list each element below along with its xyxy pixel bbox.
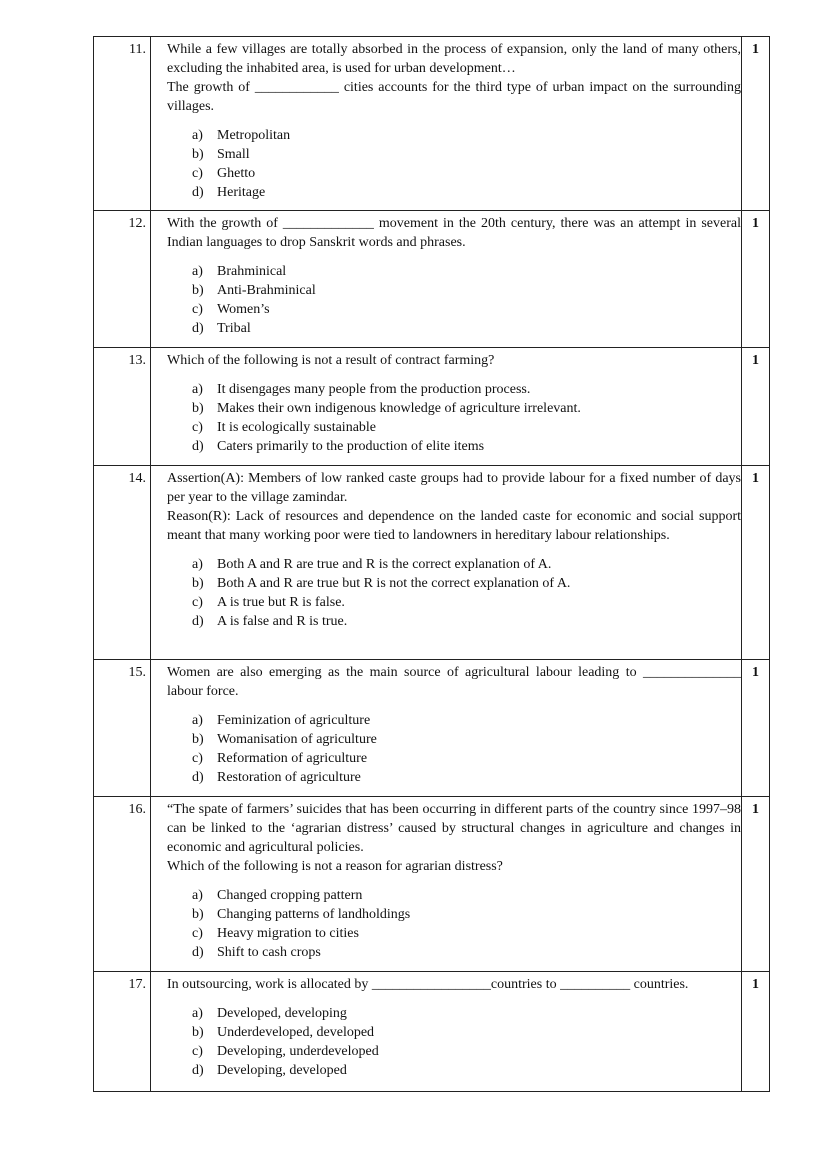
- option-item: [192, 319, 741, 338]
- question-row: [94, 466, 770, 660]
- option-item: [192, 380, 741, 399]
- option-text: Reformation of agriculture: [217, 751, 368, 766]
- option-item: [192, 593, 741, 612]
- option-label: d): [192, 185, 204, 200]
- question-body: [151, 972, 742, 1092]
- option-text: Anti-Brahminical: [217, 283, 316, 298]
- option-label: c): [192, 595, 203, 610]
- option-label: a): [192, 128, 203, 143]
- option-label: a): [192, 713, 203, 728]
- option-text: Women’s: [217, 302, 270, 317]
- option-item: [192, 1023, 741, 1042]
- option-label: c): [192, 926, 203, 941]
- question-row: [94, 797, 770, 972]
- option-item: [192, 437, 741, 456]
- option-text: Ghetto: [217, 166, 256, 181]
- question-stem-paragraph: In outsourcing, work is allocated by _________________countries to __________ countries.: [167, 977, 689, 992]
- question-marks: 1: [742, 37, 770, 211]
- question-number: 14.: [94, 466, 151, 660]
- option-text: Developing, underdeveloped: [217, 1044, 379, 1059]
- option-label: c): [192, 302, 203, 317]
- question-table: [93, 36, 770, 1092]
- option-text: Heritage: [217, 185, 266, 200]
- question-stem-paragraph: Which of the following is not a reason for agrarian distress?: [167, 859, 503, 874]
- question-row: [94, 972, 770, 1092]
- option-item: [192, 749, 741, 768]
- question-marks: 1: [742, 348, 770, 466]
- option-text: It is ecologically sustainable: [217, 420, 377, 435]
- option-label: b): [192, 576, 204, 591]
- options-list: [167, 262, 741, 338]
- question-row: [94, 660, 770, 797]
- option-item: [192, 126, 741, 145]
- question-stem-paragraph: Assertion(A): Members of low ranked caste groups had to provide labour for a fixed number of days per year to the village zamindar.: [167, 471, 741, 505]
- option-text: Both A and R are true but R is not the correct explanation of A.: [217, 576, 571, 591]
- question-body: [151, 348, 742, 466]
- option-text: Feminization of agriculture: [217, 713, 371, 728]
- option-label: a): [192, 382, 203, 397]
- option-item: [192, 1004, 741, 1023]
- option-text: Restoration of agriculture: [217, 770, 361, 785]
- question-stem-paragraph: The growth of ____________ cities accounts for the third type of urban impact on the surrounding villages.: [167, 80, 741, 114]
- option-text: A is false and R is true.: [217, 614, 348, 629]
- question-number: 15.: [94, 660, 151, 797]
- option-item: [192, 886, 741, 905]
- question-stem-paragraph: With the growth of _____________ movement in the 20th century, there was an attempt in several Indian languages to drop Sanskrit words and phrases.: [167, 216, 741, 250]
- option-item: [192, 905, 741, 924]
- option-label: c): [192, 1044, 203, 1059]
- question-marks: 1: [742, 797, 770, 972]
- question-marks: 1: [742, 211, 770, 348]
- option-item: [192, 711, 741, 730]
- options-list: [167, 555, 741, 631]
- option-item: [192, 300, 741, 319]
- question-stem: [167, 351, 741, 370]
- option-text: Womanisation of agriculture: [217, 732, 377, 747]
- question-body: [151, 37, 742, 211]
- option-item: [192, 612, 741, 631]
- question-number: 12.: [94, 211, 151, 348]
- option-text: Developing, developed: [217, 1063, 347, 1078]
- option-item: [192, 183, 741, 202]
- option-label: c): [192, 420, 203, 435]
- option-label: d): [192, 945, 204, 960]
- option-text: A is true but R is false.: [217, 595, 345, 610]
- option-text: Makes their own indigenous knowledge of agriculture irrelevant.: [217, 401, 581, 416]
- question-stem: [167, 800, 741, 876]
- option-item: [192, 1061, 741, 1080]
- option-label: d): [192, 439, 204, 454]
- option-label: b): [192, 1025, 204, 1040]
- question-stem: [167, 663, 741, 701]
- option-label: b): [192, 147, 204, 162]
- option-item: [192, 574, 741, 593]
- option-text: Both A and R are true and R is the correct explanation of A.: [217, 557, 552, 572]
- option-item: [192, 418, 741, 437]
- option-label: c): [192, 751, 203, 766]
- question-body: [151, 660, 742, 797]
- option-text: Changed cropping pattern: [217, 888, 363, 903]
- option-item: [192, 730, 741, 749]
- option-text: Developed, developing: [217, 1006, 347, 1021]
- option-text: It disengages many people from the production process.: [217, 382, 531, 397]
- option-label: d): [192, 614, 204, 629]
- question-marks: 1: [742, 972, 770, 1092]
- question-marks: 1: [742, 660, 770, 797]
- question-number: 11.: [94, 37, 151, 211]
- option-item: [192, 164, 741, 183]
- question-number: 16.: [94, 797, 151, 972]
- question-row: [94, 37, 770, 211]
- option-label: b): [192, 732, 204, 747]
- option-item: [192, 924, 741, 943]
- option-text: Changing patterns of landholdings: [217, 907, 411, 922]
- question-stem-paragraph: Reason(R): Lack of resources and dependence on the landed caste for economic and social support meant that many working poor were tied to landowners in hereditary labour relationships.: [167, 509, 741, 543]
- option-text: Brahminical: [217, 264, 287, 279]
- option-text: Shift to cash crops: [217, 945, 321, 960]
- option-label: a): [192, 1006, 203, 1021]
- options-list: [167, 1004, 741, 1080]
- option-label: a): [192, 557, 203, 572]
- question-number: 17.: [94, 972, 151, 1092]
- question-stem: [167, 975, 741, 994]
- option-text: Heavy migration to cities: [217, 926, 359, 941]
- question-body: [151, 211, 742, 348]
- options-list: [167, 886, 741, 962]
- option-item: [192, 399, 741, 418]
- option-item: [192, 768, 741, 787]
- option-label: a): [192, 888, 203, 903]
- option-label: b): [192, 907, 204, 922]
- options-list: [167, 711, 741, 787]
- option-label: b): [192, 283, 204, 298]
- option-item: [192, 555, 741, 574]
- question-row: [94, 348, 770, 466]
- option-item: [192, 943, 741, 962]
- question-stem: [167, 469, 741, 545]
- option-text: Tribal: [217, 321, 251, 336]
- option-label: c): [192, 166, 203, 181]
- option-text: Metropolitan: [217, 128, 291, 143]
- option-item: [192, 281, 741, 300]
- option-text: Caters primarily to the production of elite items: [217, 439, 485, 454]
- option-text: Underdeveloped, developed: [217, 1025, 375, 1040]
- option-item: [192, 262, 741, 281]
- question-table-body: [94, 37, 770, 1092]
- question-marks: 1: [742, 466, 770, 660]
- question-stem-paragraph: “The spate of farmers’ suicides that has been occurring in different parts of the country since 1997–98 can be linked to the ‘agrarian distress’ caused by structural changes in agriculture and changes in economic and agricultural policies.: [167, 802, 741, 855]
- question-stem: [167, 214, 741, 252]
- options-list: [167, 126, 741, 202]
- question-stem-paragraph: Which of the following is not a result of contract farming?: [167, 353, 495, 368]
- option-label: a): [192, 264, 203, 279]
- question-body: [151, 466, 742, 660]
- question-row: [94, 211, 770, 348]
- options-list: [167, 380, 741, 456]
- option-label: d): [192, 1063, 204, 1078]
- option-label: d): [192, 770, 204, 785]
- question-number: 13.: [94, 348, 151, 466]
- question-stem: [167, 40, 741, 116]
- option-label: b): [192, 401, 204, 416]
- question-stem-paragraph: While a few villages are totally absorbed in the process of expansion, only the land of many others, excluding the inhabited area, is used for urban development…: [167, 42, 741, 76]
- option-item: [192, 1042, 741, 1061]
- option-label: d): [192, 321, 204, 336]
- option-item: [192, 145, 741, 164]
- option-text: Small: [217, 147, 250, 162]
- question-body: [151, 797, 742, 972]
- question-stem-paragraph: Women are also emerging as the main source of agricultural labour leading to ______________ labour force.: [167, 665, 741, 699]
